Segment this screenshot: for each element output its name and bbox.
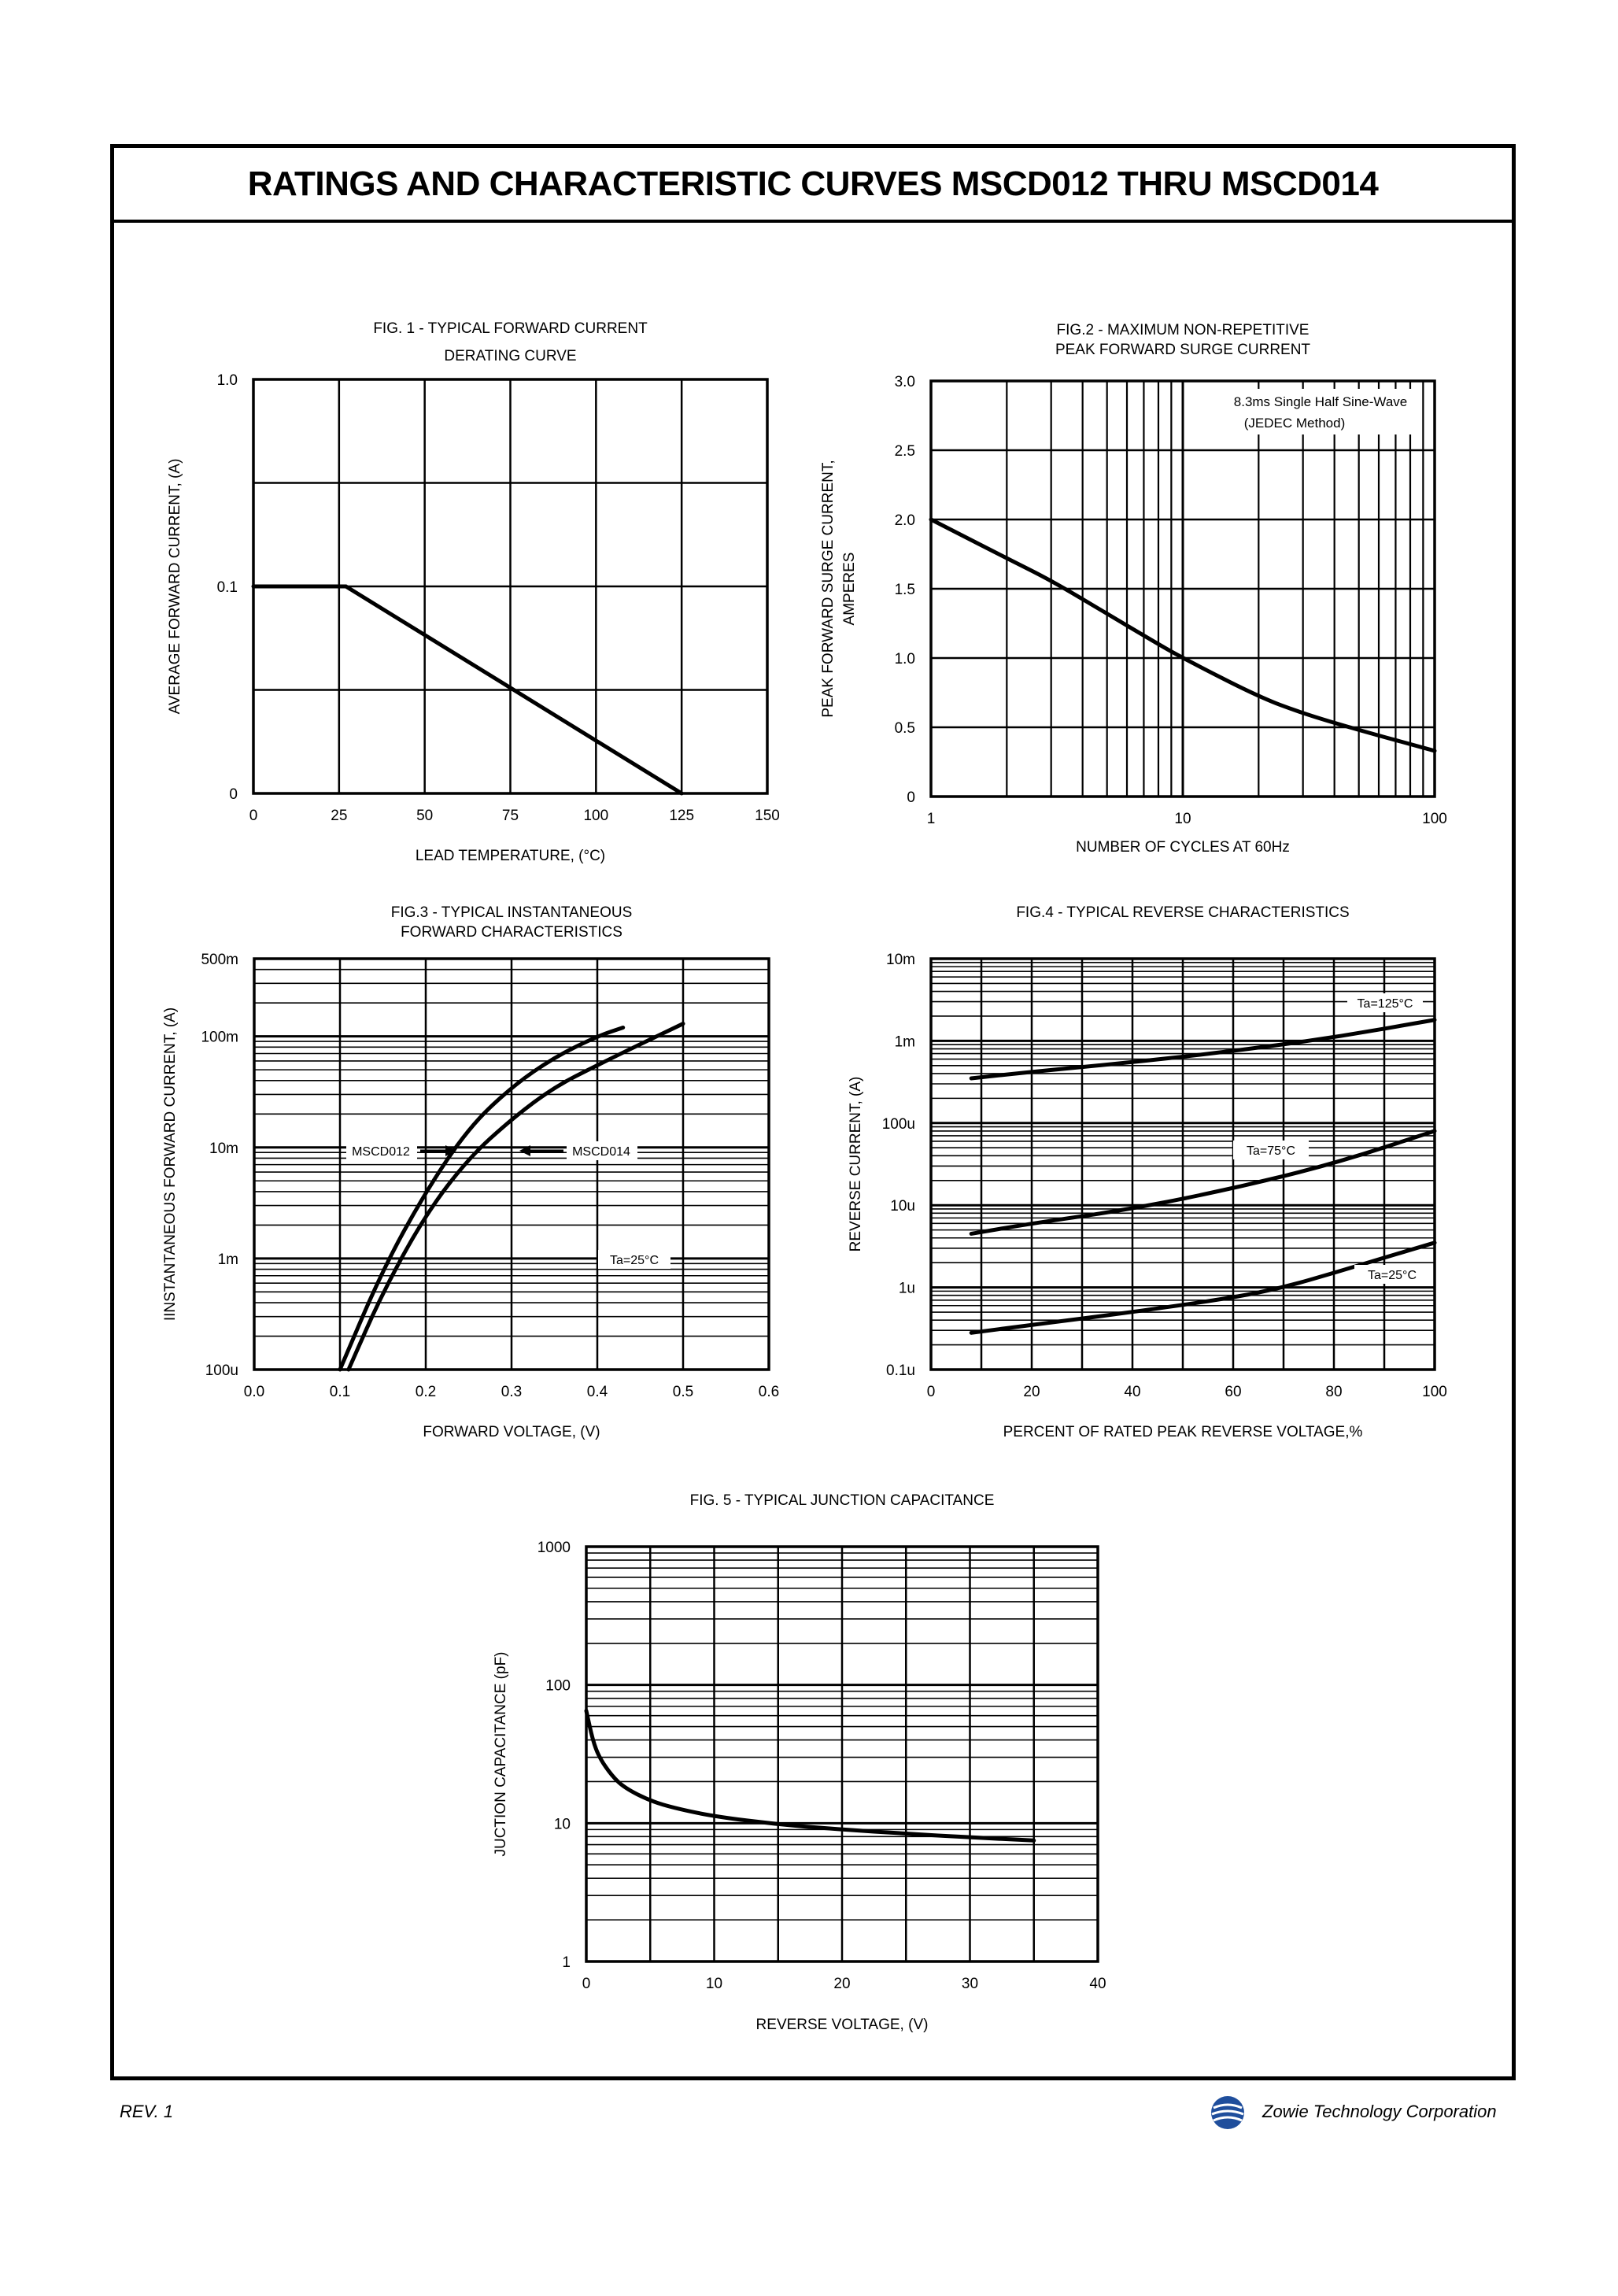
y-tick-label: 1.5 — [894, 582, 915, 598]
y-tick-label: 1m — [894, 1033, 915, 1051]
annotation-text: (JEDEC Method) — [1243, 416, 1346, 431]
y-tick-label: 0 — [229, 786, 238, 803]
fig4-title: FIG.4 - TYPICAL REVERSE CHARACTERISTICS — [1016, 904, 1350, 921]
x-tick-label: 80 — [1325, 1384, 1343, 1400]
fig2-ylabel: PEAK FORWARD SURGE CURRENT, — [820, 460, 837, 718]
footer-company: Zowie Technology Corporation — [1262, 2102, 1497, 2121]
fig5-ylabel: JUCTION CAPACITANCE (pF) — [493, 1651, 509, 1857]
fig4-ylabel: REVERSE CURRENT, (A) — [848, 1076, 864, 1252]
y-tick-label: 100u — [881, 1115, 915, 1133]
page-title: RATINGS AND CHARACTERISTIC CURVES MSCD012 THRU MSCD014 — [247, 164, 1379, 203]
series-label-mscd012: MSCD012 — [352, 1145, 410, 1159]
y-tick-label: 100m — [201, 1029, 238, 1046]
fig4-xlabel: PERCENT OF RATED PEAK REVERSE VOLTAGE,% — [1003, 1424, 1363, 1440]
fig2-subtitle: PEAK FORWARD SURGE CURRENT — [1055, 342, 1311, 358]
fig1-xlabel: LEAD TEMPERATURE, (°C) — [415, 848, 606, 864]
temperature-label: Ta=25°C — [610, 1254, 659, 1267]
fig3-grid — [254, 959, 769, 1370]
x-tick-label: 10 — [705, 1976, 723, 1992]
fig3-ylabel: IINSTANTANEOUS FORWARD CURRENT, (A) — [162, 1007, 179, 1322]
y-tick-label: 2.5 — [894, 443, 915, 460]
fig2-xlabel: NUMBER OF CYCLES AT 60Hz — [1076, 839, 1290, 856]
x-tick-label: 75 — [501, 808, 519, 824]
y-tick-label: 1u — [898, 1280, 915, 1297]
x-tick-label: 0.1 — [329, 1384, 351, 1400]
fig1-subtitle: DERATING CURVE — [444, 348, 577, 364]
y-tick-label: 0.5 — [894, 720, 915, 737]
x-tick-label: 40 — [1124, 1384, 1141, 1400]
fig2-grid — [931, 381, 1435, 797]
fig1-chart — [167, 320, 780, 864]
fig5-grid — [586, 1547, 1098, 1961]
y-tick-label: 2.0 — [894, 512, 915, 529]
fig3-xlabel: FORWARD VOLTAGE, (V) — [423, 1424, 600, 1440]
footer-revision: REV. 1 — [120, 2102, 174, 2121]
x-tick-label: 10 — [1174, 811, 1191, 827]
x-tick-label: 125 — [669, 808, 695, 824]
y-tick-label: 0 — [907, 789, 915, 806]
fig1-title: FIG. 1 - TYPICAL FORWARD CURRENT — [373, 320, 648, 337]
y-tick-label: 1.0 — [216, 372, 238, 389]
y-tick-label: 0.1 — [216, 579, 238, 596]
fig5-title: FIG. 5 - TYPICAL JUNCTION CAPACITANCE — [689, 1492, 995, 1509]
series-label-mscd014: MSCD014 — [572, 1145, 630, 1159]
fig3-series-mscd012 — [340, 1027, 623, 1370]
y-tick-label: 500m — [201, 952, 238, 968]
x-tick-label: 0.2 — [415, 1384, 437, 1400]
fig3-title: FIG.3 - TYPICAL INSTANTANEOUS — [390, 904, 633, 921]
y-tick-label: 3.0 — [894, 374, 915, 390]
x-tick-label: 100 — [583, 808, 609, 824]
series-label-ta: Ta=75°C — [1247, 1144, 1295, 1158]
fig3-chart — [162, 904, 779, 1440]
y-tick-label: 10 — [553, 1816, 571, 1833]
y-tick-label: 100 — [545, 1677, 571, 1695]
series-label-ta: Ta=25°C — [1368, 1269, 1417, 1282]
x-tick-label: 50 — [416, 808, 434, 824]
x-tick-label: 0 — [582, 1976, 591, 1992]
x-tick-label: 0 — [249, 808, 258, 824]
zowie-globe-logo — [1209, 2094, 1247, 2131]
y-tick-label: 1 — [562, 1954, 571, 1971]
fig5-xlabel: REVERSE VOLTAGE, (V) — [755, 2017, 929, 2033]
y-tick-label: 1000 — [537, 1540, 571, 1556]
y-tick-label: 1.0 — [894, 651, 915, 667]
fig3-subtitle: FORWARD CHARACTERISTICS — [401, 924, 622, 941]
x-tick-label: 1 — [926, 811, 936, 827]
fig3-series-mscd014 — [349, 1024, 683, 1370]
x-tick-label: 0.4 — [586, 1384, 608, 1400]
x-tick-label: 20 — [1023, 1384, 1040, 1400]
x-tick-label: 0.5 — [672, 1384, 694, 1400]
x-tick-label: 25 — [331, 808, 348, 824]
fig1-ylabel: AVERAGE FORWARD CURRENT, (A) — [167, 458, 183, 715]
x-tick-label: 100 — [1422, 811, 1447, 827]
fig5-chart — [493, 1492, 1106, 2033]
fig2-chart — [820, 322, 1447, 856]
y-tick-label: 0.1u — [886, 1362, 915, 1379]
fig4-grid — [931, 959, 1435, 1370]
x-tick-label: 0.3 — [501, 1384, 523, 1400]
y-tick-label: 10u — [890, 1198, 915, 1215]
fig2-ylabel2: AMPERES — [841, 552, 858, 626]
series-label-ta: Ta=125°C — [1357, 997, 1413, 1011]
x-tick-label: 0.0 — [243, 1384, 265, 1400]
fig4-chart — [848, 904, 1447, 1440]
x-tick-label: 150 — [755, 808, 780, 824]
y-tick-label: 100u — [205, 1362, 238, 1379]
x-tick-label: 30 — [961, 1976, 979, 1992]
fig2-title: FIG.2 - MAXIMUM NON-REPETITIVE — [1056, 322, 1310, 338]
fig2-annotation — [1221, 389, 1418, 434]
x-tick-label: 40 — [1089, 1976, 1106, 1992]
y-tick-label: 1m — [217, 1251, 238, 1268]
y-tick-label: 10m — [209, 1140, 238, 1157]
x-tick-label: 100 — [1422, 1384, 1447, 1400]
x-tick-label: 60 — [1225, 1384, 1242, 1400]
x-tick-label: 0.6 — [758, 1384, 780, 1400]
annotation-text: 8.3ms Single Half Sine-Wave — [1233, 394, 1408, 409]
x-tick-label: 0 — [926, 1384, 936, 1400]
x-tick-label: 20 — [833, 1976, 851, 1992]
fig5-series-0 — [586, 1711, 1034, 1841]
y-tick-label: 10m — [886, 952, 915, 968]
